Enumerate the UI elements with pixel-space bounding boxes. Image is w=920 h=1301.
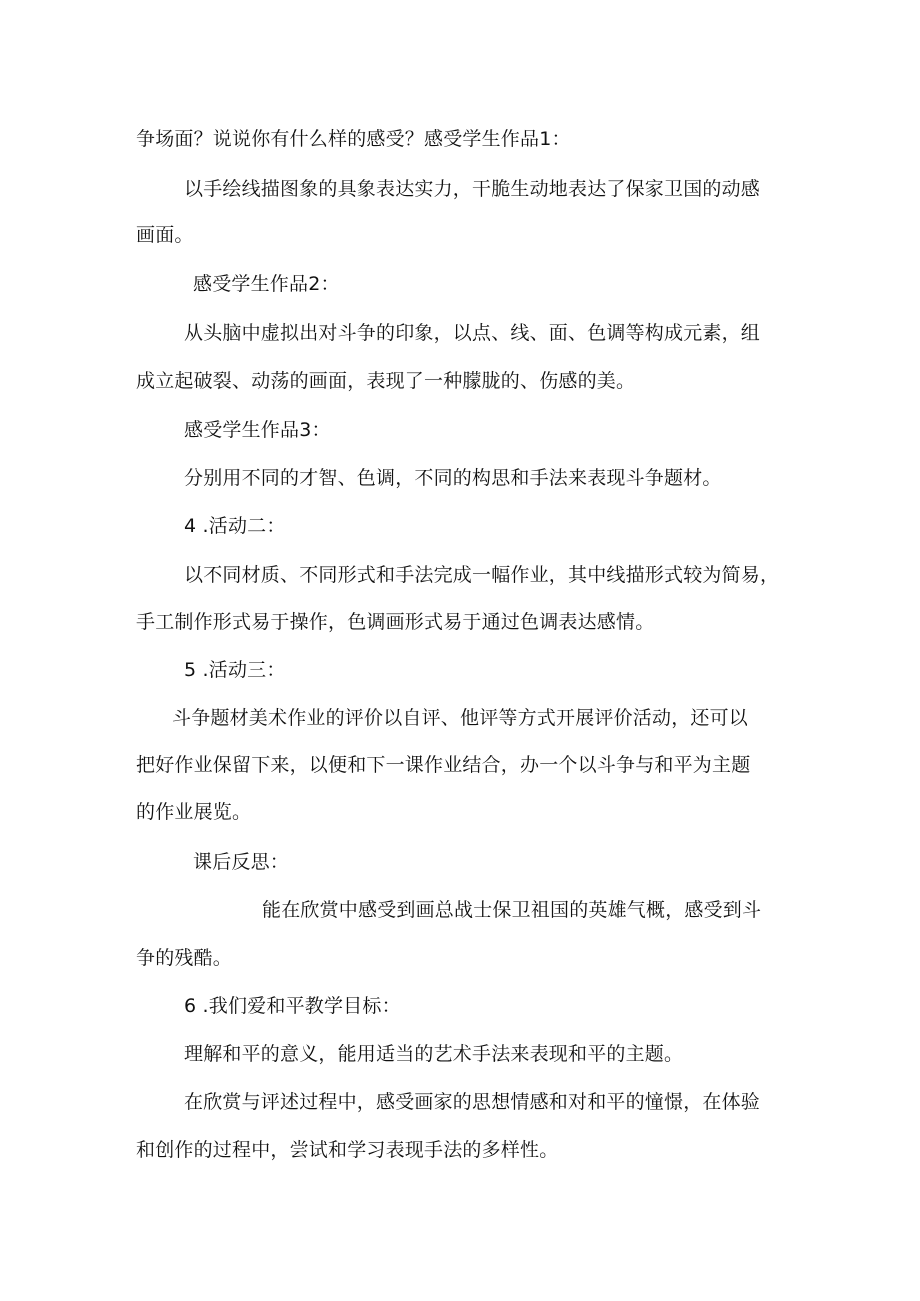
text-line: 能在欣赏中感受到画总战士保卫祖国的英雄气概，感受到斗	[262, 899, 762, 921]
section-heading: 4 .活动二：	[184, 515, 286, 537]
text-line: 从头脑中虚拟出对斗争的印象，以点、线、面、色调等构成元素，组	[184, 322, 761, 344]
text-line: 争场面？说说你有什么样的感受？感受学生作品1：	[136, 128, 571, 150]
text-line: 把好作业保留下来，以便和下一课作业结合，办一个以斗争与和平为主题	[136, 754, 751, 776]
text-line: 画面。	[136, 224, 194, 246]
text-line: 在欣赏与评述过程中，感受画家的思想情感和对和平的憧憬，在体验	[184, 1091, 761, 1113]
text-line: 斗争题材美术作业的评价以自评、他评等方式开展评价活动，还可以	[172, 707, 749, 729]
text-line: 以手绘线描图象的具象表达实力，干脆生动地表达了保家卫国的动感	[184, 178, 761, 200]
section-heading: 6 .我们爱和平教学目标：	[184, 995, 401, 1017]
text-line: 理解和平的意义，能用适当的艺术手法来表现和平的主题。	[184, 1043, 684, 1065]
text-line: 争的残酷。	[136, 947, 233, 969]
text-line: 感受学生作品3：	[184, 419, 331, 441]
text-line: 分别用不同的才智、色调，不同的构思和手法来表现斗争题材。	[184, 467, 722, 489]
text-line: 和创作的过程中，尝试和学习表现手法的多样性。	[136, 1139, 559, 1161]
section-heading: 课后反思：	[193, 851, 290, 873]
text-line: 成立起破裂、动荡的画面，表现了一种朦胧的、伤感的美。	[136, 370, 636, 392]
text-line: 手工制作形式易于操作，色调画形式易于通过色调表达感情。	[136, 611, 655, 633]
text-line: 感受学生作品2：	[193, 273, 340, 295]
text-line: 以不同材质、不同形式和手法完成一幅作业，其中线描形式较为简易，	[184, 564, 780, 586]
text-line: 的作业展览。	[136, 801, 252, 823]
section-heading: 5 .活动三：	[184, 659, 286, 681]
